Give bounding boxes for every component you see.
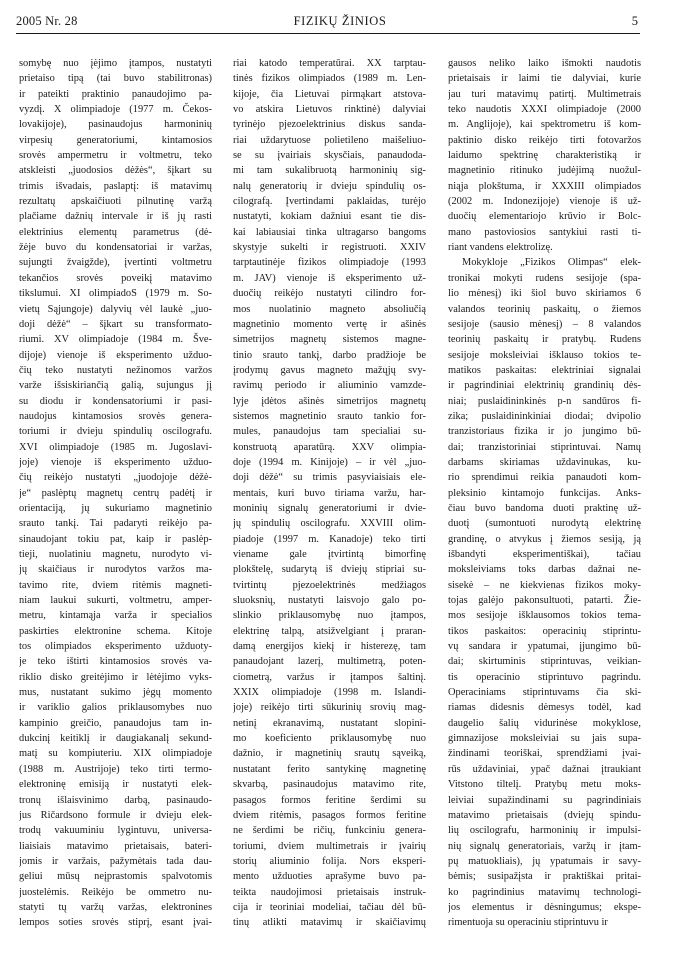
text-line: kijoje, čia Lietuvai pirmąkart atstova-: [233, 88, 426, 100]
text-line: doji dėžė“ – šįkart su transformato-: [19, 318, 212, 330]
text-line: čiau buvo bandoma duoti praktinę už-: [448, 502, 641, 514]
text-line: tojas galėjo pakonsultuoti, patarti. Žie-: [448, 595, 641, 607]
text-line: tikos paskaitos: operacinių stiprintu-: [448, 625, 641, 637]
text-line: lovakijoje), pasinaudojus harmoninių: [19, 119, 212, 131]
text-line: tarptautinėje fizikos olimpiadoje (1993: [233, 257, 426, 269]
text-line: sisekė – ne kiekvienas fizikos moky-: [448, 579, 641, 591]
text-line: jos elementus ir dėsningumus; ekspe-: [448, 901, 641, 913]
text-line: ne šerdimi be ričių, funkciniu genera-: [233, 825, 426, 837]
text-line: cija ir teoriniai modeliai, tačiau dėl bū-: [233, 901, 426, 913]
text-line: matį su kompiuteriu. XIX olimpiadoje: [19, 748, 212, 760]
text-line: elektroninę emisiją ir nustatyti elek-: [19, 779, 212, 791]
text-line: darbams skiriamas uždavinukas, ku-: [448, 456, 641, 468]
text-line: sesijoje (sausio mėnesį) – 8 valandos: [448, 318, 641, 330]
text-line: rimentuoja su operaciniu stiprintuvu ir: [448, 917, 608, 929]
text-line: dijoje) vienoje iš eksperimento užduo-: [19, 349, 212, 361]
text-line: sluoksnių, nustatyti laisvojo galo po-: [233, 595, 426, 607]
text-line: niai; puslaidininkinės p-n sandūros fi-: [448, 395, 641, 407]
text-line: joje) reikėjo tirti sūkurinių srovių mag-: [233, 702, 426, 714]
text-line: jų skaičiaus ir nurodytos varžos ma-: [19, 564, 212, 576]
text-line: lio mėnesį) iki šiol buvo skiriamos 6: [448, 288, 641, 300]
text-line: leiviai supažindinami su pagrindiniais: [448, 794, 641, 806]
text-line: nių signalų generatoriais, varžų ir įtam-: [448, 840, 641, 852]
text-line: XVI olimpiadoje (1985 m. Jugoslavi-: [19, 441, 212, 453]
text-line: je“ paslėptų magnetų centrų padėtį ir: [19, 487, 212, 499]
text-line: kai labiausiai tinka ultragarso bangoms: [233, 226, 426, 238]
text-line: laidumo spektrinę charakteristiką ir: [448, 150, 641, 162]
text-line: netinį ekranavimą, nustatant slopini-: [233, 717, 426, 729]
text-line: bėmis; susipažįsta ir praktiškai pritai-: [448, 871, 641, 883]
text-line: sujungti žvaigžde), įvertinti voltmetru: [19, 257, 212, 269]
text-line: tinės fizikos olimpiados (1989 m. Len-: [233, 73, 426, 85]
text-column-1: [19, 56, 212, 931]
text-line: lių oscilografu, harmoninių ir impulsi-: [448, 825, 641, 837]
text-line: su diodu ir kondensatoriumi ir pasi-: [19, 395, 212, 407]
text-line: teko naudotis XXXI olimpiadoje (2000: [448, 104, 641, 116]
text-line: srauto tankį. Tai padaryti reikėjo pa-: [19, 518, 212, 530]
text-column-2: [233, 56, 426, 931]
text-line: riant vandens elektrolizę.: [448, 242, 553, 254]
text-line: tranzistoriaus fizika ir jo jungimo bū-: [448, 426, 641, 438]
text-line: trodų vakuuminiu lygintuvu, universa-: [19, 825, 212, 837]
text-line: je teko ištirti kintamosios srovės va-: [19, 656, 212, 668]
text-line: mi tam sukalibruotą harmoninių sig-: [233, 165, 426, 177]
text-line: srovės ampermetru ir voltmetru, teko: [19, 150, 212, 162]
text-line: moninių signalų generatoriumi ir dvie-: [233, 502, 426, 514]
text-line: skvarbą, pasinaudojus matavimo rite,: [233, 779, 426, 791]
text-line: vų sandara ir ypatumai, įjungimo bū-: [448, 641, 641, 653]
text-line: nustatant ferito santykinę magnetinę: [233, 763, 426, 775]
text-line: dai; skirtuminis stiprintuvas, veikian-: [448, 656, 641, 668]
text-line: damą energijos kiekį ir histerezę, tam: [233, 641, 426, 653]
text-line: nalų generatorių ir dvieju spindulių os-: [233, 180, 426, 192]
text-line: toriumi, dviem multimetrais ir įvairių: [233, 840, 426, 852]
text-line: metru, kintamąja varža ir specialios: [19, 610, 212, 622]
text-line: duotį (sumontuoti nurodytą elektrinę: [448, 518, 641, 530]
running-header: [0, 10, 680, 32]
text-line: m. Anglijoje), kai spektrometru iš kom-: [448, 119, 641, 131]
text-line: sinaudojant tokiu pat, kaip ir paslėp-: [19, 533, 212, 545]
text-line: m. JAV) vienoje iš eksperimento už-: [233, 272, 426, 284]
text-line: tieji, nuolatiniu magnetu, nurodyto vi-: [19, 549, 212, 560]
text-line: jų spindulių oscilografu. XXVIII olim-: [233, 518, 426, 530]
text-line: tyrinėjo pjezoelektrinius diskus sanda-: [233, 119, 426, 131]
text-line: dviem ritėmis, pasagos formos feritine: [233, 809, 426, 821]
text-line: paskirties elektronine schema. Kitoje: [19, 625, 212, 637]
text-line: storių aliuminio folija. Nors eksperi-: [233, 855, 426, 867]
text-line: moksleiviams toks darbas dažnai ne-: [448, 564, 641, 576]
text-line: vo atskira Lietuvos rinktinė) dalyviai: [233, 104, 426, 116]
text-line: piadoje (1997 m. Kanadoje) teko tirti: [233, 533, 426, 545]
text-line: mus, nustatant sukimo jėgų momento: [19, 687, 212, 699]
text-line: niąja plokštuma, ir XXXIII olimpiados: [448, 180, 641, 192]
page-number: 5: [631, 14, 638, 28]
text-line: konstruotą aparatūrą. XXV olimpia-: [233, 441, 426, 453]
text-line: tronikai mokyti rudens sesijoje (spa-: [448, 272, 641, 284]
text-line: magnetinio ritinuko judėjimą nuožul-: [448, 165, 641, 177]
text-line: ir variklio galios priklausomybes nuo: [19, 702, 212, 714]
text-line: žindinami teoriškai, sprendžiami įvai-: [448, 748, 641, 760]
text-line: čių reikėjo nustatyti „juodojoje dėžė-: [19, 472, 212, 484]
text-line: doje (1994 m. Kinijoje) – ir vėl „juo-: [233, 456, 426, 468]
text-column-3: [448, 56, 641, 931]
text-line: jau turi matavimų patirtį. Multimetrais: [448, 88, 641, 100]
text-line: se su įvairiais skysčiais, panaudoda-: [233, 150, 426, 162]
journal-title: FIZIKŲ ŽINIOS: [293, 14, 387, 28]
text-line: dažnio, ir magnetinių srautų sąveiką,: [233, 748, 426, 760]
text-line: sesijoje moksleiviai išklauso tokios te-: [448, 349, 641, 361]
text-line: teorinių paskaitų ir pratybų. Rudens: [448, 334, 641, 346]
text-line: ko pagrindinius matavimų technologi-: [448, 886, 641, 898]
header-rule: [16, 33, 640, 34]
text-line: matikos paskaitas: elektriniai signalai: [448, 364, 641, 376]
text-line: prietaiso tipą (tai buvo stabilitronas): [19, 73, 212, 85]
text-line: rūs uždaviniai, ypač dažnai įtraukiant: [448, 763, 641, 775]
text-line: zika; puslaidininkiniai diodai; dvipolio: [448, 410, 641, 422]
text-line: (2002 m. Indonezijoje) vienoje iš už-: [448, 196, 641, 208]
text-line: joje) vienoje iš eksperimento užduo-: [19, 456, 212, 468]
text-line: tinio srauto tankį, darbo pradžioje be: [233, 349, 426, 361]
text-line: tavimo rite, dviem ritėmis magneti-: [19, 579, 212, 591]
text-line: pų matuokliais), jų ypatumais ir savy-: [448, 855, 641, 867]
text-line: orientaciją, jų sukuriamo magnetinio: [19, 502, 212, 514]
text-line: riai katodo temperatūrai. XX tarptau-: [233, 58, 426, 69]
text-line: duočių reikėjo nustatyti cilindro for-: [233, 288, 426, 300]
text-line: tinų atlikti matavimų ir skaičiavimų: [233, 917, 426, 929]
text-line: riumi. XV olimpiadoje (1984 m. Šve-: [19, 334, 212, 346]
text-line: panaudojant lazerį, multimetrą, poten-: [233, 656, 426, 668]
text-line: ir pagrindiniai elektrinių grandinių dės-: [448, 380, 641, 392]
text-line: mo koeficiento priklausomybę nuo: [233, 733, 426, 745]
text-line: elektrinę talpą, atsižvelgiant į praran-: [233, 625, 426, 637]
text-line: tvirtintų pjezoelektrinės medžiagos: [233, 579, 426, 591]
text-line: statyti tų varžų varžas, elektronines: [19, 901, 212, 913]
text-line: kampinio greičio, panaudojus tam in-: [19, 717, 212, 729]
text-line: naudojus kintamosios srovės genera-: [19, 410, 212, 422]
text-line: somybę nuo įėjimo įtampos, nustatyti: [19, 58, 212, 69]
text-line: žėje buvo du kondensatoriai ir varžas,: [19, 242, 212, 254]
text-line: teikta naudojimosi prietaisais instruk-: [233, 886, 426, 898]
text-line: virpesių generatoriumi, kintamosios: [19, 134, 212, 146]
issue-label: 2005 Nr. 28: [16, 14, 78, 28]
text-line: dukcinį keitiklį ir daugiakanalį sekund-: [19, 733, 212, 745]
text-line: magnetinio momento vertę ir ašinės: [233, 318, 426, 330]
text-line: niam laukui sukurti, voltmetru, amper-: [19, 595, 212, 607]
text-line: plokštelę, sudarytą iš dviejų stipriai su-: [233, 564, 426, 576]
text-line: jus Ričardsono formule ir dvieju elek-: [19, 809, 212, 821]
text-line: plačiame dažnių intervale ir iš jų rasti: [19, 211, 212, 223]
text-line: duočių elementariojo krūvio ir Bolc-: [448, 211, 641, 223]
text-line: nustatyti, kokiam dažniui esant tie dis-: [233, 211, 426, 223]
text-line: juostelėmis. Reikėjo be ommetro nu-: [19, 886, 212, 898]
text-line: mentais, kuri buvo tiriama varžu, har-: [233, 487, 426, 499]
text-line: grandinę, o atvykus į žiemos sesiją, ją: [448, 533, 641, 545]
text-line: vyzdį. X olimpiadoje (1977 m. Čekos-: [19, 104, 212, 116]
text-line: varže išsiskiriančią galią, sujungus jį: [19, 380, 212, 392]
text-line: valandos teorinių paskaitų, o žiemos: [448, 303, 641, 315]
text-line: mano pastoviosios santykiui rasti ti-: [448, 226, 641, 238]
text-line: atskleisti „juodosios dėžės“, šįkart su: [19, 165, 212, 177]
text-line: jomis ir varžais, pažymėtais tada dau-: [19, 855, 212, 867]
text-line: geliui mūsų neįprastomis spalvotomis: [19, 871, 212, 883]
text-line: gausos neliko laiko išmokti naudotis: [448, 58, 641, 69]
text-line: ciometrą, varžus ir įtampos šaltinį.: [233, 671, 426, 683]
text-line: mento užduoties aprašyme buvo pa-: [233, 871, 426, 883]
text-line: mos nuolatinio magneto absoliučią: [233, 303, 426, 315]
text-line: toriumi ir dvieju spindulių oscilografu.: [19, 426, 212, 438]
text-line: tronų išlaisvinimo darbą, pasinaudo-: [19, 794, 212, 806]
text-line: tis operacinio stiprintuvo pagrindu.: [448, 671, 641, 683]
text-line: pasagos formos feritine šerdimi su: [233, 794, 426, 806]
text-line: įrodymų gavus magneto mažųjų svy-: [233, 364, 426, 376]
text-line: rezultatų apskaičiuoti pilnutinę varžą: [19, 196, 212, 208]
text-line: paktinio disko reikėjo tirti fotovaržos: [448, 134, 641, 146]
text-line: lempos soties srovės stiprį, esant įvai-: [19, 917, 212, 929]
text-line: matavimo prietaisais (dviejų spindu-: [448, 809, 641, 821]
text-line: tikslumui. XI olimpiadoS (1979 m. So-: [19, 288, 212, 300]
text-line: trimis išvadais, paslaptį: iš matavimų: [19, 180, 212, 192]
text-line: Mokykloje „Fizikos Olimpas“ elek-: [462, 257, 641, 269]
text-line: (1988 m. Austrijoje) teko tirti termo-: [19, 763, 212, 775]
text-line: prietaisais ir laimi tie dalyviai, kurie: [448, 73, 641, 85]
text-line: lyje įdėtos ašinės simetrijos magnetų: [233, 395, 426, 407]
text-line: riai uždarytuose polietileno maišeliuo-: [233, 134, 426, 146]
text-line: mos sesijoje išklausomos tokios tema-: [448, 610, 641, 622]
text-line: pleksinio kintamojo funkcijas. Anks-: [448, 487, 641, 499]
text-line: simetrijos magnetų sistemos magne-: [233, 334, 426, 346]
text-line: vietų Sąjungoje) dalyvių vėl laukė „juo-: [19, 303, 212, 315]
text-line: tos olimpiados eksperimento užduoty-: [19, 641, 212, 653]
text-line: Vitstono tiltelį. Pratybų metu moks-: [448, 779, 641, 791]
text-line: liaisiais matavimo prietaisais, bateri-: [19, 840, 212, 852]
text-line: riamas didesnis dėmesys todėl, kad: [448, 702, 641, 714]
text-line: cilografą. Įvertindami paklaidas, turėjo: [233, 196, 426, 208]
text-line: riklio disko greitėjimo ir lėtėjimo vyks-: [19, 671, 212, 683]
text-line: dai; tranzistoriniai stiprintuvai. Namų: [448, 441, 641, 453]
text-line: čių teko nustatyti nežinomos varžos: [19, 364, 212, 376]
text-line: išbandyti eksperimentiškai), tačiau: [448, 549, 641, 560]
text-line: ir pateikti praktinio panaudojimo pa-: [19, 88, 212, 100]
text-line: skystyje sukelti ir registruoti. XXIV: [233, 242, 426, 254]
text-line: sistemos magnetinio srauto tankio for-: [233, 410, 426, 422]
text-line: slinkio priklausomybę nuo įtampos,: [233, 610, 426, 622]
text-line: rio sprendimui reikia panaudoti kom-: [448, 472, 641, 484]
text-line: gimnazijose moksleiviai su jais supa-: [448, 733, 641, 745]
text-line: daugelio šalių vidurinėse mokyklose,: [448, 717, 641, 729]
text-line: viename gale įtvirtintą bimorfinę: [233, 549, 426, 560]
text-line: tekančios srovės poveikį matavimo: [19, 272, 212, 284]
text-line: doji dėžė“ su trimis pasyviaisiais ele-: [233, 472, 426, 484]
text-line: mules, panaudojus tam specialiai su-: [233, 426, 426, 438]
text-line: elektrinius elementų parametrus (dė-: [19, 226, 212, 238]
text-line: ravimų periodo ir aliuminio vamzde-: [233, 380, 426, 392]
text-line: XXIX olimpiadoje (1998 m. Islandi-: [233, 687, 426, 699]
text-line: Operaciniams stiprintuvams čia ski-: [448, 687, 641, 699]
